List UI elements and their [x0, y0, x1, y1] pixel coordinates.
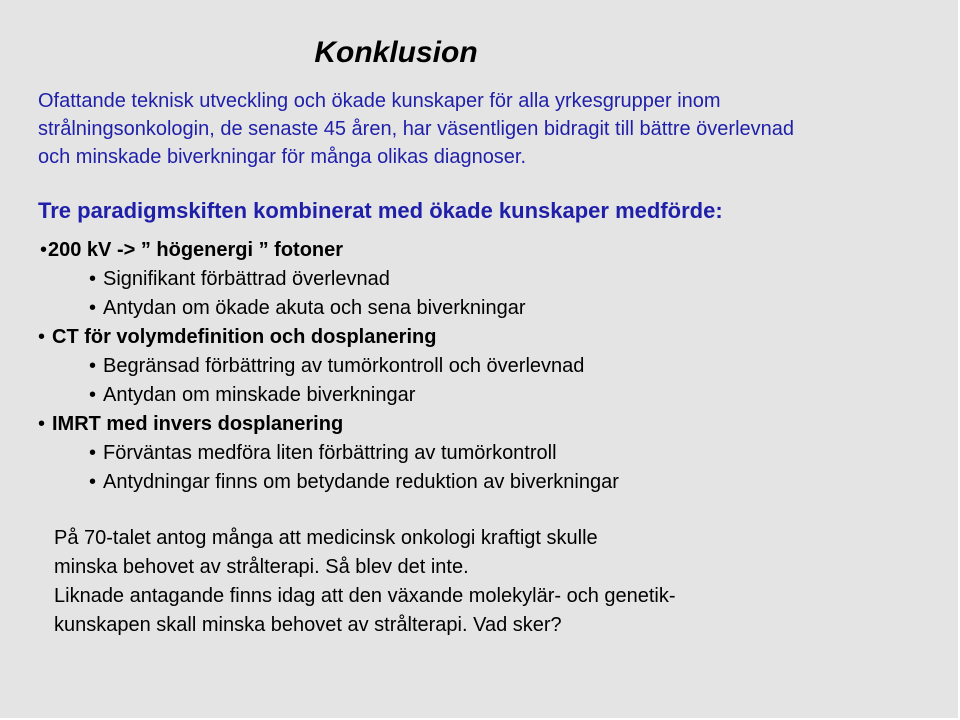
subitem-text: Antydningar finns om betydande reduktion av biverkningar — [103, 471, 619, 493]
subitem-text: Begränsad förbättring av tumörkontroll och överlevnad — [103, 355, 585, 377]
paradigm-subitem — [89, 265, 390, 293]
closing-line: minska behovet av strålterapi. Så blev det inte. — [54, 556, 469, 578]
paradigm-label: 200 kV -> ” högenergi ” fotoner — [48, 239, 344, 261]
closing-line: Liknade antagande finns idag att den växande molekylär- och genetik- — [54, 585, 676, 607]
bullet-icon: • — [89, 471, 97, 493]
paradigm-item — [38, 323, 436, 351]
bullet-icon: • — [89, 297, 97, 319]
intro-line: strålningsonkologin, de senaste 45 åren, har väsentligen bidragit till bättre överlevnad — [38, 118, 795, 140]
paradigm-subitem — [89, 439, 557, 467]
bullet-icon: • — [89, 442, 97, 464]
paradigm-subheading: Tre paradigmskiften kombinerat med ökade kunskaper medförde: — [38, 198, 723, 223]
subitem-text: Signifikant förbättrad överlevnad — [103, 268, 390, 290]
subitem-text: Antydan om minskade biverkningar — [103, 384, 416, 406]
subitem-text: Antydan om ökade akuta och sena biverkningar — [103, 297, 526, 319]
paradigm-item — [40, 236, 343, 264]
paradigm-item — [38, 410, 343, 438]
paradigm-subitem — [89, 381, 415, 409]
closing-line: På 70-talet antog många att medicinsk onkologi kraftigt skulle — [54, 527, 598, 549]
paradigm-subitem — [89, 294, 526, 322]
bullet-icon: • — [38, 326, 46, 348]
paradigm-label: IMRT med invers dosplanering — [52, 413, 344, 435]
intro-paragraph — [38, 87, 948, 171]
paradigm-subitem — [89, 468, 619, 496]
bullet-icon: • — [40, 239, 48, 261]
intro-line: och minskade biverkningar för många olikas diagnoser. — [38, 146, 527, 168]
bullet-icon: • — [89, 355, 97, 377]
paradigm-label: CT för volymdefinition och dosplanering — [52, 326, 437, 348]
bullet-icon: • — [89, 268, 97, 290]
closing-paragraph — [54, 524, 676, 640]
paradigm-subitem — [89, 352, 584, 380]
closing-line: kunskapen skall minska behovet av strålterapi. Vad sker? — [54, 614, 562, 636]
bullet-icon: • — [38, 413, 46, 435]
bullet-icon: • — [89, 384, 97, 406]
intro-line: Ofattande teknisk utveckling och ökade kunskaper för alla yrkesgrupper inom — [38, 90, 721, 112]
slide-title: Konklusion — [314, 36, 478, 69]
subitem-text: Förväntas medföra liten förbättring av tumörkontroll — [103, 442, 557, 464]
